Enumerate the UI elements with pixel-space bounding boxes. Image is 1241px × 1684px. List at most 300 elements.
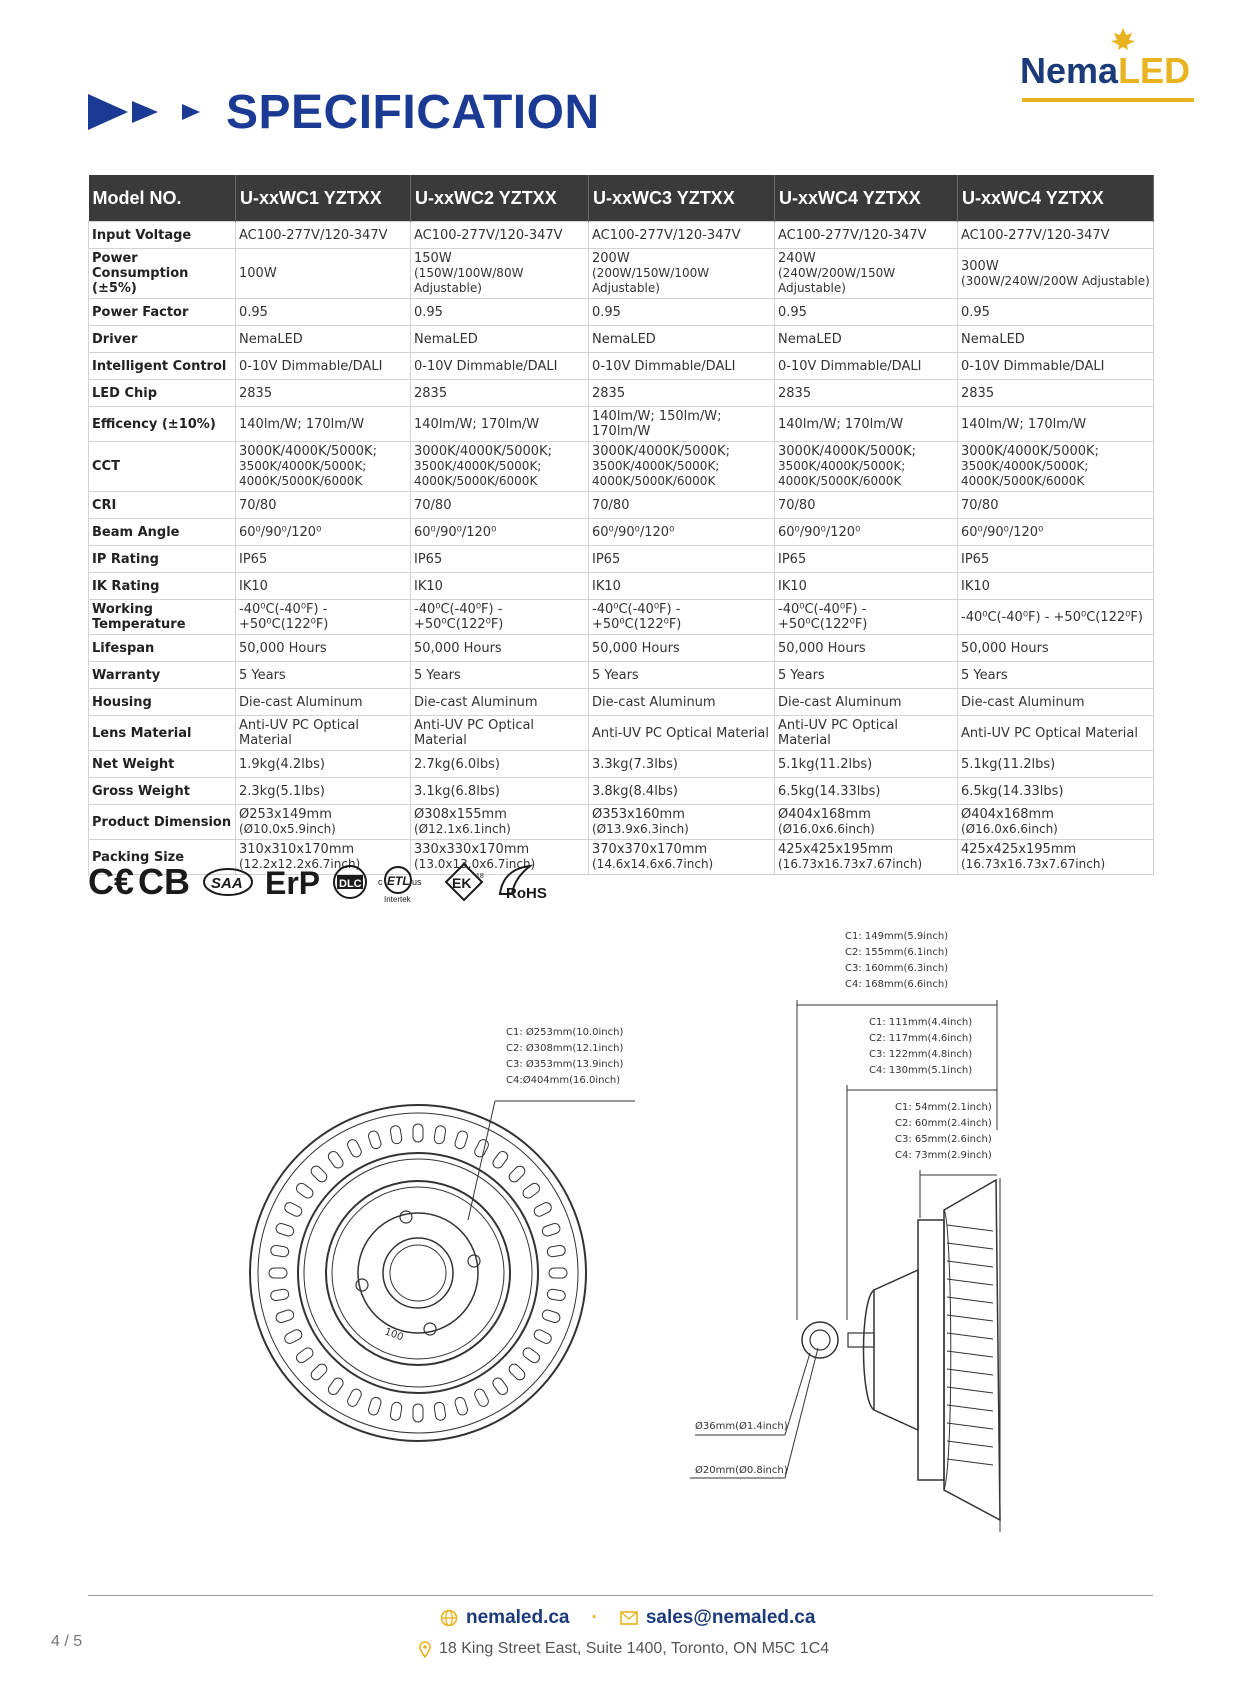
table-cell [775,442,958,492]
row-label: Power Factor [89,299,236,326]
svg-text:SAA: SAA [211,875,243,892]
cell-value: 6.5kg(14.33lbs) [961,783,1064,799]
cell-value: 3.1kg(6.8lbs) [414,783,500,799]
table-cell [589,689,775,716]
vent-slot [283,1201,304,1218]
cell-value: 140lm/W; 170lm/W [414,416,540,432]
cell-value: NemaLED [961,331,1025,347]
table-cell [958,716,1154,751]
heat-sink-fin [947,1261,993,1267]
cell-value: 3000K/4000K/5000K; [414,444,552,459]
cell-subvalue: (Ø16.0x6.6inch) [961,822,1058,836]
vent-slot [547,1289,566,1302]
table-cell [958,249,1154,299]
cell-value: Die-cast Aluminum [414,694,538,710]
table-cell [958,662,1154,689]
table-cell [411,492,589,519]
vent-slot [283,1328,304,1345]
table-row [89,326,1154,353]
cell-value: IP65 [778,551,807,567]
svg-text:Intertek: Intertek [384,895,411,904]
table-cell [411,299,589,326]
footer-separator: · [591,1607,598,1628]
cell-value: IP65 [414,551,443,567]
cell-value: 2835 [961,385,995,401]
heat-sink-fin [947,1405,993,1411]
table-cell [775,600,958,635]
cell-value: -40⁰C(-40⁰F) - +50⁰C(122⁰F) [778,602,868,632]
cell-value: -40⁰C(-40⁰F) - +50⁰C(122⁰F) [414,602,504,632]
cell-subvalue: (Ø16.0x6.6inch) [778,822,875,836]
row-label: LED Chip [89,380,236,407]
table-row [89,546,1154,573]
cell-subvalue-2: 4000K/5000K/6000K [778,474,902,488]
cell-value: 3000K/4000K/5000K; [961,444,1099,459]
table-cell [411,519,589,546]
height-label-4: C4: 168mm(6.6inch) [845,979,949,990]
table-cell [775,407,958,442]
driver-label-4: C4: 73mm(2.9inch) [895,1150,992,1161]
footer-address-row [419,1640,829,1658]
vent-slot [270,1245,289,1258]
table-cell [775,778,958,805]
header-model-5: U-xxWC4 YZTXX [958,175,1154,222]
table-cell [236,635,411,662]
maple-leaf-icon [1108,28,1138,50]
table-header-row [89,175,1154,222]
vent-slot [547,1245,566,1258]
cell-subvalue: (Ø13.9x6.3inch) [592,822,689,836]
header-model-2: U-xxWC2 YZTXX [411,175,589,222]
footer-website-link[interactable]: nemaled.ca [466,1607,570,1628]
table-cell [958,299,1154,326]
vent-slot [434,1125,447,1144]
svg-text:18: 18 [476,873,484,880]
cell-value: IP65 [592,551,621,567]
table-cell [236,380,411,407]
table-cell [589,222,775,249]
table-cell [775,380,958,407]
heat-sink-fin [947,1333,993,1339]
cell-subvalue: 3500K/4000K/5000K; [414,459,542,473]
vent-slot [326,1150,345,1170]
cell-subvalue: (14.6x14.6x6.7inch) [592,857,714,871]
cell-value: 0-10V Dimmable/DALI [414,358,558,374]
cell-subvalue: (16.73x16.73x7.67inch) [961,857,1106,871]
cell-value: 5 Years [961,667,1008,683]
vent-slot [309,1362,329,1382]
cell-value: Die-cast Aluminum [961,694,1085,710]
cell-value: 50,000 Hours [778,640,866,656]
cell-value: NemaLED [239,331,303,347]
cell-value: 150W [414,251,452,266]
vent-slot [541,1309,561,1324]
table-cell [411,573,589,600]
cell-value: 50,000 Hours [414,640,502,656]
vent-slot [507,1362,527,1382]
cell-value: 2835 [592,385,626,401]
cell-value: 310x310x170mm [239,842,355,857]
table-cell [958,353,1154,380]
table-cell [589,546,775,573]
table-cell [775,635,958,662]
cell-value: IK10 [239,578,268,594]
vent-slot [309,1164,329,1184]
cell-value: 370x370x170mm [592,842,708,857]
cell-value: 0.95 [961,304,990,320]
vent-slot [413,1404,423,1422]
header-model-no: Model NO. [89,175,236,222]
table-cell [775,546,958,573]
table-cell [236,407,411,442]
cell-value: 240W [778,251,816,266]
cell-value: Ø308x155mm [414,807,507,822]
table-cell [411,222,589,249]
cell-value: 140lm/W; 150lm/W; 170lm/W [592,409,722,439]
globe-icon [440,1609,458,1627]
table-cell [958,519,1154,546]
table-cell [589,299,775,326]
vent-slot [390,1402,403,1421]
table-cell [411,442,589,492]
svg-text:RoHS: RoHS [506,885,547,902]
vent-slot [367,1396,382,1416]
cell-value: 5 Years [414,667,461,683]
height-label-3: C3: 160mm(6.3inch) [845,963,949,974]
table-cell [589,573,775,600]
cell-value: 2835 [414,385,448,401]
table-cell [775,492,958,519]
company-logo [1020,28,1195,106]
cell-value: 5.1kg(11.2lbs) [961,756,1056,772]
vent-slot [507,1164,527,1184]
cell-value: IK10 [592,578,621,594]
table-cell [958,326,1154,353]
cell-value: 1.9kg(4.2lbs) [239,756,325,772]
heat-sink-fin [947,1297,993,1303]
cell-value: Ø404x168mm [961,807,1054,822]
table-cell [236,716,411,751]
heat-sink-fin [947,1279,993,1285]
cell-subvalue: (13.0x13.0x6.7inch) [414,857,536,871]
cell-value: 60⁰/90⁰/120⁰ [961,524,1044,540]
svg-text:DLC: DLC [339,878,362,890]
cell-value: 0-10V Dimmable/DALI [961,358,1105,374]
table-row [89,442,1154,492]
cell-value: IK10 [778,578,807,594]
table-row [89,407,1154,442]
body-label-4: C4: 130mm(5.1inch) [869,1065,973,1076]
cell-value: -40⁰C(-40⁰F) - +50⁰C(122⁰F) [961,609,1143,625]
table-cell [775,751,958,778]
vent-slot [270,1289,289,1302]
table-cell [589,407,775,442]
table-cell [411,353,589,380]
table-cell [589,442,775,492]
cell-value: Anti-UV PC Optical Material [592,725,769,741]
cell-value: AC100-277V/120-347V [414,227,563,243]
heat-sink-fin [947,1243,993,1249]
diameter-label-1: C1: Ø253mm(10.0inch) [506,1027,624,1038]
row-label: Efficency (±10%) [89,407,236,442]
table-cell [589,519,775,546]
table-cell [958,222,1154,249]
cell-subvalue: (240W/200W/150W Adjustable) [778,266,896,295]
page-title: SPECIFICATION [226,85,600,139]
vent-slot [549,1268,567,1278]
vent-slot [454,1130,469,1150]
table-cell [236,751,411,778]
driver-label-2: C2: 60mm(2.4inch) [895,1118,992,1129]
cell-subvalue: (16.73x16.73x7.67inch) [778,857,923,871]
row-label: Net Weight [89,751,236,778]
page-header [88,82,600,142]
table-cell [411,689,589,716]
cell-value: Die-cast Aluminum [592,694,716,710]
table-row [89,600,1154,635]
cell-value: 100W [239,266,277,281]
cell-subvalue-2: 4000K/5000K/6000K [592,474,716,488]
table-cell [775,662,958,689]
cell-subvalue-2: 4000K/5000K/6000K [239,474,363,488]
table-cell [411,751,589,778]
table-cell [958,689,1154,716]
heat-sink-fin [947,1315,993,1321]
table-cell [589,326,775,353]
table-cell [589,249,775,299]
certification-icons [88,860,648,904]
table-cell [958,600,1154,635]
table-cell [958,635,1154,662]
table-cell [236,519,411,546]
logo-part-nema: Nema [1020,50,1119,91]
table-cell [236,546,411,573]
table-cell [411,635,589,662]
table-row [89,492,1154,519]
table-row [89,805,1154,840]
table-row [89,662,1154,689]
cell-value: AC100-277V/120-347V [961,227,1110,243]
cell-value: NemaLED [414,331,478,347]
cell-value: 70/80 [592,497,630,513]
table-cell [236,326,411,353]
table-cell [236,778,411,805]
cell-value: 5 Years [592,667,639,683]
table-cell [236,299,411,326]
header-model-1: U-xxWC1 YZTXX [236,175,411,222]
heat-sink-fin [947,1441,993,1447]
vent-slot [454,1396,469,1416]
row-label: Power Consumption (±5%) [89,249,236,299]
cell-value: 300W [961,258,999,274]
vent-slot [521,1346,541,1365]
table-cell [775,326,958,353]
cell-value: 70/80 [414,497,452,513]
cell-value: IK10 [961,578,990,594]
cell-value: IK10 [414,578,443,594]
cell-value: NemaLED [592,331,656,347]
cell-value: Die-cast Aluminum [778,694,902,710]
technical-drawing [0,920,1241,1560]
svg-text:us: us [412,877,422,887]
cell-value: AC100-277V/120-347V [592,227,741,243]
cell-value: 3000K/4000K/5000K; [239,444,377,459]
specification-table [88,175,1154,875]
table-cell [236,222,411,249]
table-cell [958,751,1154,778]
table-cell [775,805,958,840]
driver-label-1: C1: 54mm(2.1inch) [895,1102,992,1113]
row-label: Product Dimension [89,805,236,840]
table-row [89,689,1154,716]
cell-value: 2.3kg(5.1lbs) [239,783,325,799]
front-view-drawing [250,1105,586,1441]
table-row [89,573,1154,600]
cell-value: -40⁰C(-40⁰F) - +50⁰C(122⁰F) [239,602,329,632]
table-cell [411,249,589,299]
row-label: Warranty [89,662,236,689]
cell-value: AC100-277V/120-347V [239,227,388,243]
table-cell [411,716,589,751]
cell-value: 60⁰/90⁰/120⁰ [414,524,497,540]
cell-value: 5.1kg(11.2lbs) [778,756,873,772]
table-cell [236,805,411,840]
table-row [89,635,1154,662]
table-cell [411,326,589,353]
cell-value: 0-10V Dimmable/DALI [592,358,736,374]
table-cell [958,573,1154,600]
row-label: IK Rating [89,573,236,600]
vent-slot [473,1387,490,1408]
vent-slot [346,1387,363,1408]
row-label: IP Rating [89,546,236,573]
cell-value: Anti-UV PC Optical Material [961,725,1138,741]
table-cell [589,662,775,689]
table-cell [958,380,1154,407]
vent-slot [326,1376,345,1396]
saa-mark-icon [204,869,252,895]
vent-slot [413,1124,423,1142]
row-label: CCT [89,442,236,492]
row-label: Housing [89,689,236,716]
vent-slot [367,1130,382,1150]
table-cell [589,716,775,751]
cell-value: 2.7kg(6.0lbs) [414,756,500,772]
page-number: 4 / 5 [51,1633,83,1650]
cell-value: 3.3kg(7.3lbs) [592,756,678,772]
table-cell [589,492,775,519]
heat-sink-fin [947,1351,993,1357]
dlc-mark-icon [334,866,366,898]
logo-part-led: LED [1118,50,1191,91]
cell-subvalue: 3500K/4000K/5000K; [239,459,367,473]
table-cell [411,778,589,805]
cell-subvalue-2: 4000K/5000K/6000K [961,474,1085,488]
cell-value: 50,000 Hours [961,640,1049,656]
cell-subvalue-2: 4000K/5000K/6000K [414,474,538,488]
row-label: CRI [89,492,236,519]
vent-slot [532,1201,553,1218]
row-label: Gross Weight [89,778,236,805]
cell-value: 5 Years [778,667,825,683]
table-row [89,778,1154,805]
cell-subvalue: 3500K/4000K/5000K; [961,459,1089,473]
footer-email-link[interactable]: sales@nemaled.ca [645,1607,816,1628]
footer-address: 18 King Street East, Suite 1400, Toronto, ON M5C 1C4 [439,1640,830,1657]
table-cell [775,689,958,716]
table-cell [411,546,589,573]
cell-subvalue: (12.2x12.2x6.7inch) [239,857,361,871]
table-cell [411,600,589,635]
table-cell [775,716,958,751]
vent-slot [541,1222,561,1237]
table-cell [775,573,958,600]
svg-text:EK: EK [452,875,472,891]
vent-slot [532,1328,553,1345]
cell-value: 425x425x195mm [961,842,1077,857]
footer-contact [440,1607,815,1629]
table-cell [411,662,589,689]
cell-value: -40⁰C(-40⁰F) - +50⁰C(122⁰F) [592,602,682,632]
table-cell [411,380,589,407]
cell-value: 50,000 Hours [239,640,327,656]
cell-value: Die-cast Aluminum [239,694,363,710]
svg-text:c: c [378,877,383,887]
cell-value: 0.95 [239,304,268,320]
vent-slot [390,1125,403,1144]
cell-value: 140lm/W; 170lm/W [239,416,365,432]
cell-value: 0.95 [592,304,621,320]
table-cell [958,805,1154,840]
header-model-4: U-xxWC4 YZTXX [775,175,958,222]
vent-slot [295,1181,315,1200]
table-cell [958,778,1154,805]
cell-value: 60⁰/90⁰/120⁰ [778,524,861,540]
ce-mark-icon [88,861,134,902]
row-label: Working Temperature [89,600,236,635]
svg-text:ErP: ErP [265,865,321,901]
table-cell [958,840,1154,875]
ek-mark-icon [446,864,484,900]
cb-mark-icon [138,861,190,902]
play-arrows-icon [88,94,200,130]
table-row [89,299,1154,326]
table-cell [775,249,958,299]
cell-subvalue: (150W/100W/80W Adjustable) [414,266,524,295]
diameter-label-3: C3: Ø353mm(13.9inch) [506,1059,624,1070]
height-label-1: C1: 149mm(5.9inch) [845,931,949,942]
logo-underline [1022,98,1194,102]
cell-subvalue: (Ø10.0x5.9inch) [239,822,336,836]
table-cell [236,662,411,689]
cell-value: 330x330x170mm [414,842,530,857]
vent-slot [491,1150,510,1170]
table-row [89,249,1154,299]
vent-slot [521,1181,541,1200]
mail-icon [620,1611,638,1625]
header-model-3: U-xxWC3 YZTXX [589,175,775,222]
table-cell [236,249,411,299]
table-row [89,222,1154,249]
table-row [89,353,1154,380]
cell-value: 70/80 [961,497,999,513]
vent-slot [295,1346,315,1365]
heat-sink-fin [947,1387,993,1393]
vent-slot [473,1138,490,1159]
table-cell [589,805,775,840]
cell-subvalue: 3500K/4000K/5000K; [778,459,906,473]
front-engraving: 100 [382,1326,405,1344]
